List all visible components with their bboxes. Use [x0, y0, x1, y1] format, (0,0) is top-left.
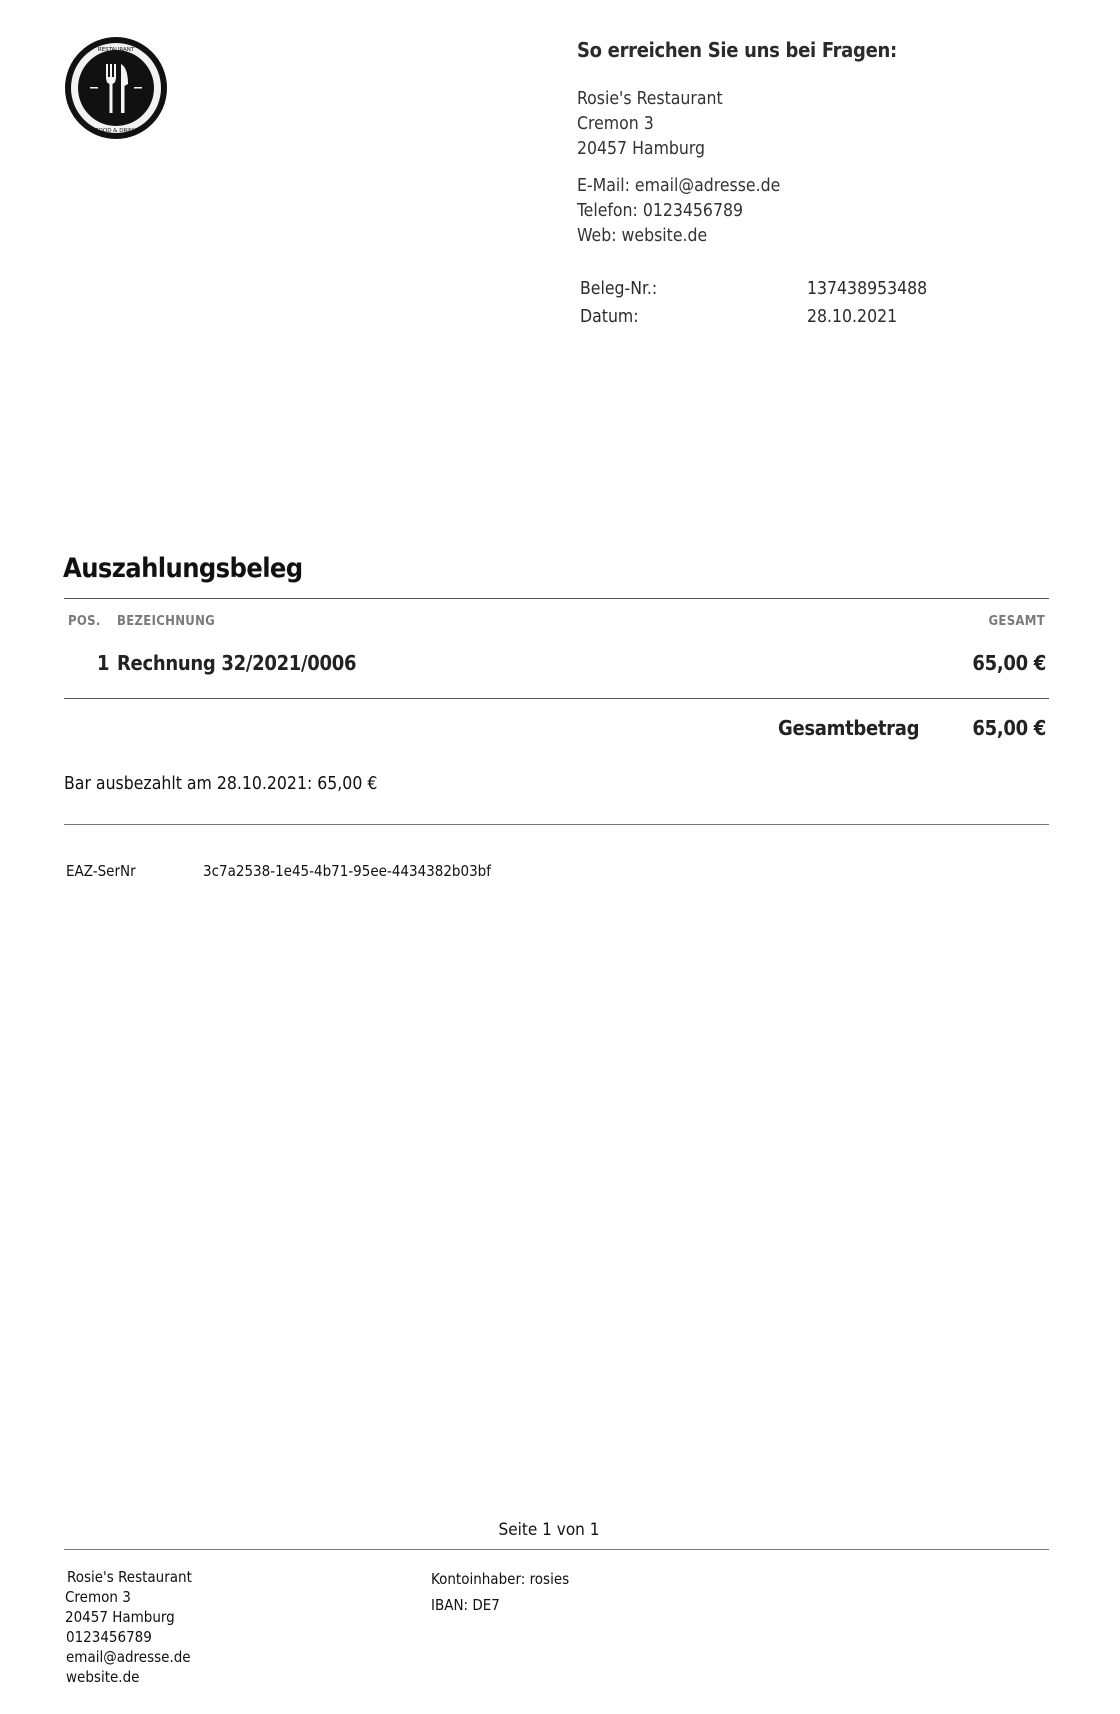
serial-value: 3c7a2538-1e45-4b71-95ee-4434382b03bf — [203, 862, 491, 880]
total-value: 65,00 € — [972, 716, 1046, 740]
page-number: Seite 1 von 1 — [498, 1520, 600, 1540]
contact-city: 20457 Hamburg — [577, 139, 706, 159]
footer-web: website.de — [66, 1668, 140, 1686]
receipt-number-label: Beleg-Nr.: — [580, 279, 658, 299]
cash-payout-note: Bar ausbezahlt am 28.10.2021: 65,00 € — [64, 774, 378, 794]
table-bottom-divider — [64, 698, 1049, 699]
contact-email: E-Mail: email@adresse.de — [577, 176, 781, 196]
serial-divider — [64, 824, 1049, 825]
footer-city: 20457 Hamburg — [65, 1608, 175, 1626]
column-header-total: GESAMT — [988, 614, 1045, 629]
contact-heading: So erreichen Sie uns bei Fragen: — [577, 38, 897, 62]
footer-name: Rosie's Restaurant — [67, 1568, 192, 1586]
row-pos: 1 — [97, 651, 110, 675]
contact-phone: Telefon: 0123456789 — [577, 201, 743, 221]
date-label: Datum: — [580, 307, 639, 327]
total-label: Gesamtbetrag — [778, 716, 920, 740]
footer-divider — [64, 1549, 1049, 1550]
footer-street: Cremon 3 — [65, 1588, 131, 1606]
logo-text-top: RESTAURANT — [97, 47, 135, 53]
restaurant-logo — [64, 36, 168, 140]
footer-iban: IBAN: DE7 — [431, 1596, 500, 1614]
date-value: 28.10.2021 — [807, 307, 898, 327]
row-total: 65,00 € — [972, 651, 1046, 675]
logo-text-bottom: FOOD & DRINK — [95, 128, 137, 134]
serial-label: EAZ-SerNr — [66, 862, 136, 880]
receipt-number-value: 137438953488 — [807, 279, 928, 299]
footer-email: email@adresse.de — [66, 1648, 191, 1666]
row-description: Rechnung 32/2021/0006 — [117, 651, 357, 675]
contact-web: Web: website.de — [577, 226, 708, 246]
footer-phone: 0123456789 — [66, 1628, 152, 1646]
contact-street: Cremon 3 — [577, 114, 654, 134]
table-top-divider — [64, 598, 1049, 599]
column-header-description: BEZEICHNUNG — [117, 614, 216, 629]
document-title: Auszahlungsbeleg — [63, 553, 303, 584]
column-header-pos: POS. — [68, 614, 101, 629]
contact-name: Rosie's Restaurant — [577, 89, 723, 109]
footer-account-holder: Kontoinhaber: rosies — [431, 1570, 570, 1588]
